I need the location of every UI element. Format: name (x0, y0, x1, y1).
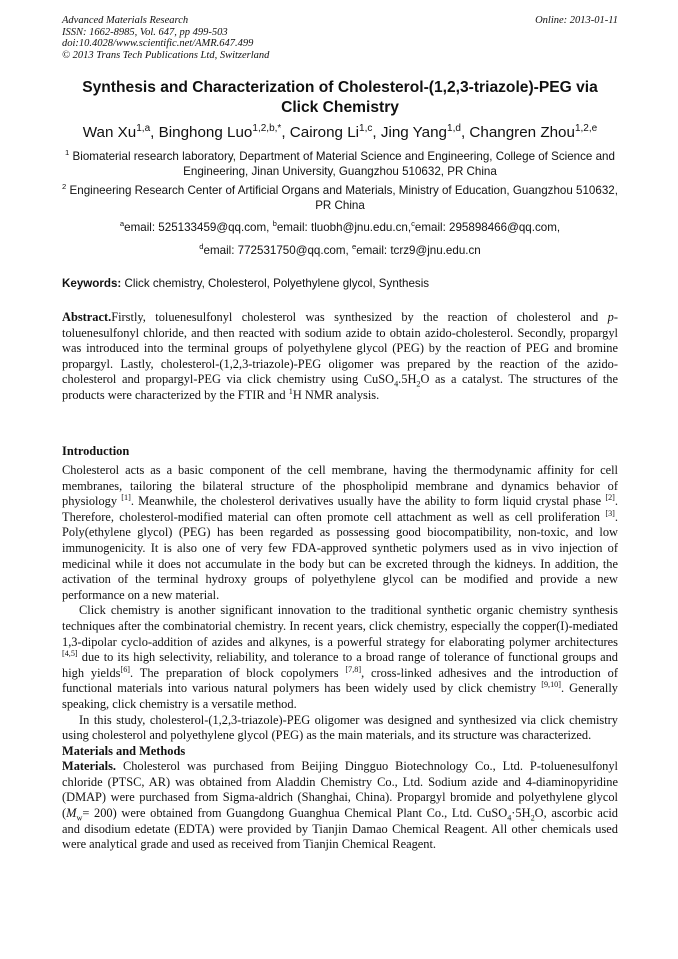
keywords-text: Click chemistry, Cholesterol, Polyethylene glycol, Synthesis (121, 277, 430, 290)
affiliation-1 (62, 149, 618, 179)
author-affiliation-mark: 1,c (359, 122, 373, 134)
author-affiliation-mark: 1,a (136, 122, 151, 134)
paragraph-text: , cross-linked adhesives and the introduction of functional materials into various natural polymers has been widely used by click chemistry (62, 665, 618, 696)
subscript: 2 (416, 379, 421, 389)
abstract-text: -toluenesulfonyl chloride, and then reacted with sodium azide to obtain azido-cholesterol. Secondly, propargyl was introduced into the terminal groups of polyethylene glycol (PEG) by the reaction of PEG and bromine propargyl. Lastly, cholesterol-(1,2,3-triazole)-PEG oligomer was prepared by the reaction of the azido-cholesterol and propargyl-PEG via click chemistry using CuSO (62, 310, 618, 387)
abstract-text: p (607, 310, 614, 324)
paragraph-text: . Meanwhile, the cholesterol derivatives usually have the ability to form liquid crystal phase (130, 494, 606, 509)
paragraph-text: ·5H (511, 806, 531, 821)
paragraph (62, 759, 618, 853)
author-name: Binghong Luo (158, 124, 253, 141)
email-address: email: tluobh@jnu.edu.cn, (276, 221, 412, 234)
affiliation-text: Engineering Research Center of Artificial Organs and Materials, Ministry of Education, Guangzhou 510632, PR China (69, 184, 618, 212)
citation: [3] (605, 508, 615, 518)
subscript: 4 (507, 813, 512, 823)
author-affiliation-mark: 1,2,b,* (252, 122, 282, 134)
subscript: w (76, 813, 83, 823)
abstract-text: O as a catalyst. The structures of the products were characterized by the FTIR and (62, 372, 618, 402)
citation: [2] (605, 493, 615, 503)
email-address: email: 295898466@qq.com, (414, 221, 561, 234)
email-mark: e (351, 242, 357, 252)
paragraph-text: = 200) were obtained from Guangdong Guanghua Chemical Plant Co., Ltd. CuSO (82, 806, 508, 821)
author-list: Wan Xu$^{1,a}$, Binghong Luo$^{1,2,b,*}$, Cairong Li$^{1,c}$, Jing Yang$^{1,d}$, Changren Zhou$^{1,2,e}$ (82, 122, 598, 141)
paragraph-text: Cholesterol was purchased from Beijing Dingguo Biotechnology Co., Ltd. P-toluenesulfonyl chloride (PTSC, AR) was obtained from Aladdin Chemistry Co., Ltd. Sodium azide and 4-diaminopyridine (DMAP) were purchased from Sigma-aldrich (Shanghai, China). Propargyl bromide and polyethylene glycol ( (62, 759, 618, 821)
issn-line: ISSN: 1662-8985, Vol. 647, pp 499-503 (62, 26, 228, 38)
abstract-label: Abstract. (62, 310, 112, 324)
introduction-heading: Introduction (62, 444, 130, 458)
paragraph-text: . Poly(ethylene glycol) (PEG) has been regarded as possessing good biocompatibility, non-toxic, and low immunogenicity. It is also one of very few FDA-approved synthetic polymers used as in vivo injection of medicinal while it does not accumulate in the body but can be excreted through the kidneys. In addition, the activation of the terminal hydroxy groups of polyethylene glycol can be modified and provide a new performance on a new material. (62, 509, 618, 602)
citation: [1] (121, 493, 131, 503)
copyright-line: © 2013 Trans Tech Publications Ltd, Switzerland (62, 49, 270, 61)
citation: [7,8] (345, 664, 362, 674)
paper-title: Synthesis and Characterization of Cholesterol-(1,2,3-triazole)-PEG via Click Chemistry (82, 79, 598, 116)
author-name: Cairong Li (289, 124, 360, 141)
paragraph-text: Cholesterol acts as a basic component of the cell membrane, having the thermodynamic affinity for cell membranes, tailoring the bilateral structure of the phospholipid membrane and dynamics behavior of physiology (62, 463, 618, 509)
author-name: Jing Yang (380, 124, 448, 141)
email-line-2 (40, 243, 640, 258)
paragraph-text: O, ascorbic acid and disodium edetate (EDTA) were provided by Tianjin Damao Chemical Reagent. All other chemicals used were analytical grade and used as received from Tianjin Chemical Reagent. (62, 806, 618, 852)
keywords-label: Keywords: (62, 277, 122, 290)
doi-line: doi:10.4028/www.scientific.net/AMR.647.499 (62, 38, 254, 49)
paragraph-text: . The preparation of block copolymers (130, 665, 346, 680)
email-address: email: 525133459@qq.com, (124, 221, 273, 234)
abstract-text: H NMR analysis. (292, 387, 380, 402)
subscript: 2 (530, 813, 535, 823)
paragraph (62, 463, 618, 603)
author-name: Changren Zhou (469, 124, 575, 141)
author-name: Wan Xu (82, 124, 137, 141)
introduction-body (62, 463, 618, 853)
abstract-text: Firstly, toluenesulfonyl cholesterol was synthesized by the reaction of cholesterol and (111, 310, 608, 324)
subscript: 4 (394, 379, 399, 389)
affiliation-2 (62, 183, 618, 213)
paragraph-text: . Therefore, cholesterol-modified material can often promote cell attachment as well as cell proliferation (62, 494, 618, 524)
journal-header (62, 15, 618, 61)
paragraph-text: due to its high selectivity, reliability, and tolerance to a broad range of tolerance of functional groups and high yields (62, 650, 618, 680)
author-affiliation-mark: 1,d (447, 122, 461, 134)
email-mark: d (199, 242, 204, 252)
affiliation-text: Biomaterial research laboratory, Department of Material Science and Engineering, College of Science and Engineering, Jinan University, Guangzhou 510632, PR China (72, 150, 615, 178)
email-line-1 (40, 220, 640, 235)
citation: [9,10] (541, 680, 561, 690)
paragraph: In this study, cholesterol-(1,2,3-triazole)-PEG oligomer was designed and synthesized via click chemistry using cholesterol and polyethylene glycol (PEG) as the main materials, and its structure was characterized. (62, 712, 618, 743)
keywords (62, 276, 618, 291)
affiliation-number: 1 (65, 148, 70, 158)
citation: [4,5] (62, 649, 78, 658)
online-date: Online: 2013-01-11 (535, 15, 618, 26)
materials-methods-heading: Materials and Methods (62, 743, 186, 758)
author-affiliation-mark: 1,2,e (574, 122, 598, 134)
superscript: 1 (288, 386, 293, 396)
journal-name: Advanced Materials Research (62, 15, 189, 26)
materials-label: Materials. (62, 759, 117, 774)
email-mark: c (411, 219, 415, 229)
email-address: email: 772531750@qq.com, (203, 244, 352, 257)
email-mark: b (272, 219, 277, 229)
paragraph-text: Click chemistry is another significant innovation to the traditional synthetic organic chemistry synthesis techniques after the combinatorial chemistry. In recent years, click chemistry, especially the copper(I)-mediated 1,3-dipolar cyclo-addition of azides and alkynes, is a powerful strategy for elaborating polymer architectures (62, 603, 618, 649)
affiliation-number: 2 (62, 182, 67, 192)
email-address: email: tcrz9@jnu.edu.cn (356, 244, 481, 257)
abstract (62, 310, 618, 404)
paragraph (62, 603, 618, 712)
paragraph-text: . Generally speaking, click chemistry is a versatile method. (62, 681, 618, 711)
abstract-text: .5H (398, 372, 417, 387)
citation: [6] (120, 664, 131, 674)
symbol: M (66, 806, 77, 821)
email-mark: a (119, 219, 125, 229)
